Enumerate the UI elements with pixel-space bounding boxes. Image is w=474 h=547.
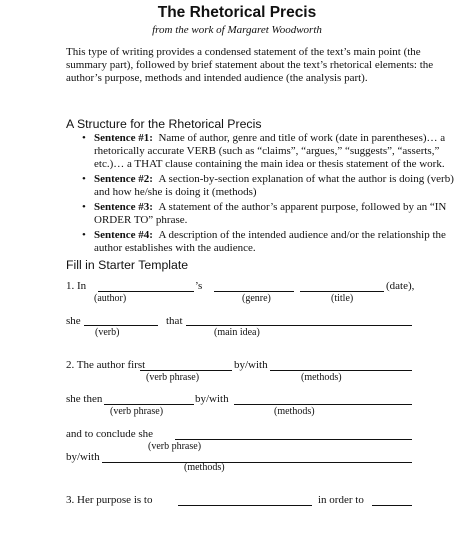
methods-blank[interactable] <box>234 404 412 405</box>
sentence-label: Sentence #1: <box>94 132 153 144</box>
methods-hint: (methods) <box>301 372 342 383</box>
goal-blank[interactable] <box>372 505 412 506</box>
structure-item <box>94 132 445 144</box>
bywith-text: by/with <box>234 359 268 371</box>
verb-hint: (verb) <box>95 327 120 338</box>
bywith-text: by/with <box>66 451 100 463</box>
methods-hint: (methods) <box>184 462 225 473</box>
genre-hint: (genre) <box>242 293 271 304</box>
methods-hint: (methods) <box>274 406 315 417</box>
she-text: she <box>66 315 81 327</box>
verb-phrase-hint: (verb phrase) <box>148 441 202 452</box>
sentence-label: Sentence #2: <box>94 173 153 185</box>
template-number-3: 3. Her purpose is to <box>66 494 153 506</box>
title-hint: (title) <box>331 293 354 304</box>
structure-item <box>94 201 446 213</box>
sentence-text: Name of author, genre and title of work (date in parentheses)… a <box>158 132 446 144</box>
structure-heading: A Structure for the Rhetorical Precis <box>66 117 262 131</box>
author-blank[interactable] <box>98 291 194 292</box>
sentence-text: etc.)… a THAT clause containing the main idea or thesis statement of the work. <box>94 158 445 170</box>
template-number-1: 1. In <box>66 280 87 292</box>
that-text: that <box>166 315 183 327</box>
purpose-blank[interactable] <box>178 505 312 506</box>
verb-phrase-blank[interactable] <box>175 439 412 440</box>
verb-phrase-hint: (verb phrase) <box>110 406 164 417</box>
main-idea-hint: (main idea) <box>214 327 260 338</box>
methods-blank[interactable] <box>270 370 412 371</box>
sentence-text: A statement of the author’s apparent purpose, followed by an “IN <box>158 201 447 213</box>
template-number-2: 2. The author first <box>66 359 146 371</box>
date-label: (date), <box>386 280 415 292</box>
genre-blank[interactable] <box>214 291 294 292</box>
document-subtitle: from the work of Margaret Woodworth <box>152 24 322 36</box>
sentence-label: Sentence #3: <box>94 201 153 213</box>
bullet-icon: • <box>82 201 86 213</box>
structure-item <box>94 173 454 185</box>
title-blank[interactable] <box>300 291 384 292</box>
bullet-icon: • <box>82 229 86 241</box>
verb-phrase-blank[interactable] <box>104 404 194 405</box>
main-idea-blank[interactable] <box>186 325 412 326</box>
sentence-text: A description of the intended audience and/or the relationship the <box>158 229 446 241</box>
methods-blank[interactable] <box>102 462 412 463</box>
intro-line: summary part), followed by brief statement about the text’s rhetorical elements: the <box>66 59 434 71</box>
template-heading: Fill in Starter Template <box>66 258 189 272</box>
bullet-icon: • <box>82 173 86 185</box>
author-hint: (author) <box>94 293 127 304</box>
sentence-text: and how he/she is doing it (methods) <box>94 186 257 198</box>
verb-phrase-blank[interactable] <box>140 370 232 371</box>
sentence-label: Sentence #4: <box>94 229 153 241</box>
sentence-text: author establishes with the audience. <box>94 242 256 254</box>
intro-line: author’s purpose, methods and intended audience (the analysis part). <box>66 72 368 84</box>
intro-line: This type of writing provides a condensed statement of the text’s main point (the <box>66 46 421 58</box>
sentence-text: A section-by-section explanation of what the author is doing (verb) <box>158 173 454 185</box>
in-order-to-text: in order to <box>318 494 364 506</box>
sentence-text: rhetorically accurate VERB (such as “claims”, “argues,” “suggests”, “asserts,” <box>94 145 440 157</box>
bywith-text: by/with <box>195 393 229 405</box>
possessive-text: ’s <box>195 280 203 292</box>
structure-item <box>94 229 446 241</box>
verb-phrase-hint: (verb phrase) <box>146 372 200 383</box>
document-title: The Rhetorical Precis <box>157 4 317 21</box>
she-then-text: she then <box>66 393 103 405</box>
sentence-text: ORDER TO” phrase. <box>94 214 188 226</box>
conclude-text: and to conclude she <box>66 428 154 440</box>
verb-blank[interactable] <box>84 325 158 326</box>
bullet-icon: • <box>82 132 86 144</box>
